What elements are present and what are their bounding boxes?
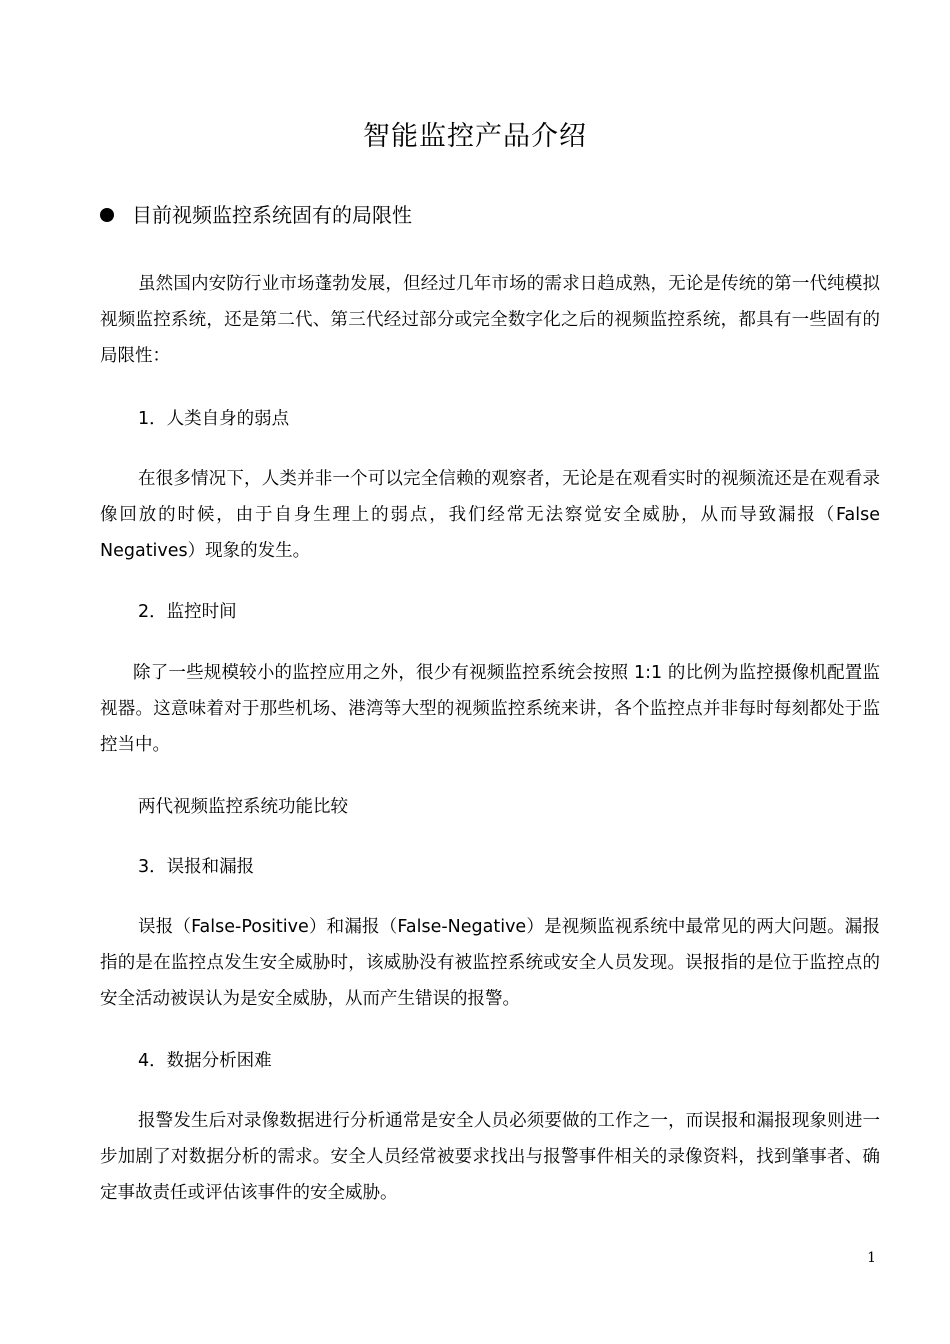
page-number: 1 (867, 1250, 876, 1266)
comparison-label: 两代视频监控系统功能比较 (138, 797, 348, 817)
item1-heading: 1．人类自身的弱点 (138, 409, 290, 429)
item2-paragraph: 除了一些规模较小的监控应用之外，很少有视频监控系统会按照 1:1 的比例为监控摄像机配置监视器。这意味着对于那些机场、港湾等大型的视频监控系统来讲，各个监控点并非每时每刻都处于监控当中。 (100, 663, 880, 755)
item4-paragraph: 报警发生后对录像数据进行分析通常是安全人员必须要做的工作之一，而误报和漏报现象则进一步加剧了对数据分析的需求。安全人员经常被要求找出与报警事件相关的录像资料，找到肇事者、确定事故责任或评估该事件的安全威胁。 (100, 1111, 880, 1203)
item2-heading: 2．监控时间 (138, 602, 237, 622)
intro-paragraph: 虽然国内安防行业市场蓬勃发展，但经过几年市场的需求日趋成熟，无论是传统的第一代纯模拟视频监控系统，还是第二代、第三代经过部分或完全数字化之后的视频监控系统，都具有一些固有的局限性： (100, 274, 880, 366)
section-heading-text: 目前视频监控系统固有的局限性 (132, 203, 412, 227)
item3-heading: 3．误报和漏报 (138, 857, 255, 877)
bullet-icon (100, 208, 114, 222)
section-heading (100, 200, 412, 230)
item4-heading: 4．数据分析困难 (138, 1051, 272, 1071)
document-title: 智能监控产品介绍 (363, 121, 587, 152)
item3-paragraph: 误报（False-Positive）和漏报（False-Negative）是视频监视系统中最常见的两大问题。漏报指的是在监控点发生安全威胁时，该威胁没有被监控系统或安全人员发现。误报指的是位于监控点的安全活动被误认为是安全威胁，从而产生错误的报警。 (100, 917, 880, 1009)
item1-paragraph: 在很多情况下，人类并非一个可以完全信赖的观察者，无论是在观看实时的视频流还是在观看录像回放的时候，由于自身生理上的弱点，我们经常无法察觉安全威胁，从而导致漏报（False Negatives）现象的发生。 (100, 469, 880, 561)
